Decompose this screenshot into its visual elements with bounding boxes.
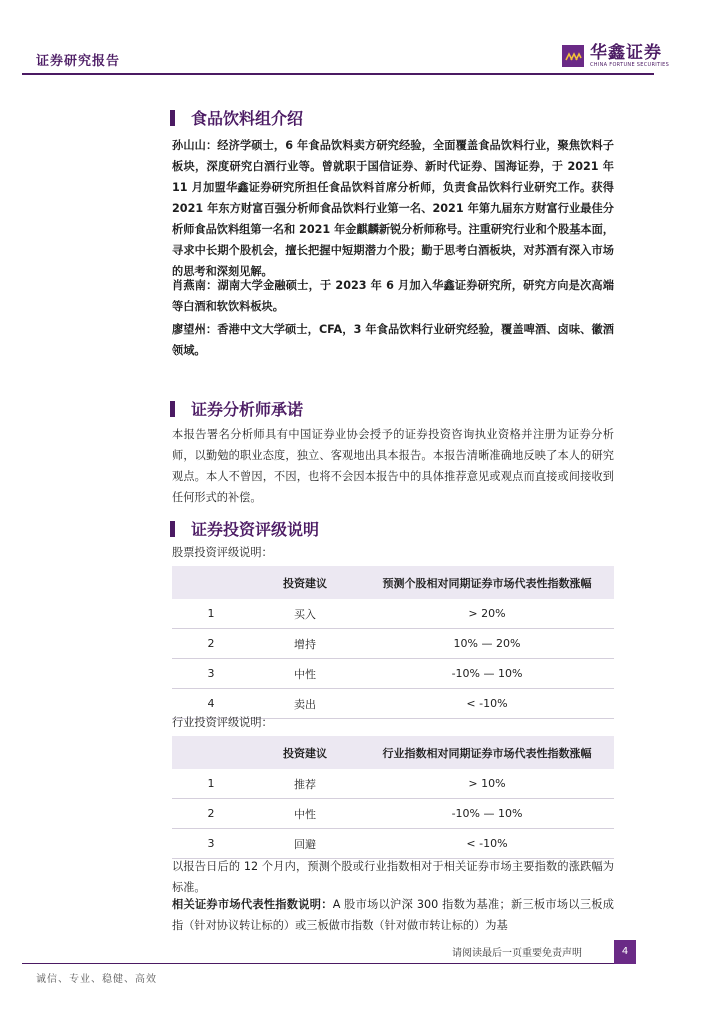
- table-header-cell: 预测个股相对同期证券市场代表性指数涨幅: [360, 566, 614, 599]
- stock-rating-table: [172, 566, 614, 719]
- team-section-heading: [170, 106, 303, 129]
- table-cell: 中性: [250, 659, 360, 689]
- table-header-cell: 行业指数相对同期证券市场代表性指数涨幅: [360, 736, 614, 769]
- table-cell: 回避: [250, 829, 360, 859]
- company-motto: 诚信、专业、稳健、高效: [36, 974, 157, 985]
- table-header-cell: 投资建议: [250, 736, 360, 769]
- table-cell: 1: [172, 599, 250, 629]
- table-cell: 卖出: [250, 689, 360, 719]
- logo-text-cn: 华鑫证券: [590, 43, 662, 63]
- table-cell: -10% — 10%: [360, 659, 614, 689]
- table-cell: 3: [172, 659, 250, 689]
- table-header-cell: 投资建议: [250, 566, 360, 599]
- table-row: [172, 829, 614, 859]
- commitment-text: 本报告署名分析师具有中国证券业协会授予的证券投资咨询执业资格并注册为证券分析师，以勤勉的职业态度，独立、客观地出具本报告。本报告清晰准确地反映了本人的研究观点。本人不曾因，不因，也将不会因本报告中的具体推荐意见或观点而直接或间接收到任何形式的补偿。: [172, 428, 614, 504]
- analyst-bio-1: [172, 135, 614, 282]
- team-heading-text: 食品饮料组介绍: [191, 109, 304, 128]
- table-cell: 推荐: [250, 769, 360, 799]
- index-text: A 股市场以沪深 300 指数为基准；新三板市场以三板成指（针对协议转让标的）或三板做市指数（针对做市转让标的）为基: [172, 898, 614, 932]
- table-cell: 2: [172, 629, 250, 659]
- analyst-name: 肖燕南：: [172, 279, 218, 292]
- header-divider: [22, 73, 654, 75]
- benchmark-note: 以报告日后的 12 个月内，预测个股或行业指数相对于相关证券市场主要指数的涨跌幅为标准。: [172, 860, 614, 894]
- table-header-row: [172, 736, 614, 769]
- disclaimer-reminder: 请阅读最后一页重要免责声明: [452, 948, 582, 959]
- table-row: [172, 799, 614, 829]
- analyst-bio-3: [172, 319, 614, 361]
- stock-rating-caption: 股票投资评级说明：: [172, 546, 273, 559]
- page-number: 4: [614, 940, 636, 964]
- analyst-name: 孙山山：: [172, 139, 218, 152]
- table-cell: < -10%: [360, 689, 614, 719]
- table-cell: < -10%: [360, 829, 614, 859]
- section-marker: [170, 110, 175, 126]
- table-cell: 增持: [250, 629, 360, 659]
- footer-divider: [22, 963, 614, 964]
- table-cell: -10% — 10%: [360, 799, 614, 829]
- table-cell: > 20%: [360, 599, 614, 629]
- industry-rating-table: [172, 736, 614, 859]
- table-cell: 10% — 20%: [360, 629, 614, 659]
- index-description: [172, 894, 614, 936]
- logo-text-en: CHINA FORTUNE SECURITIES: [590, 62, 670, 68]
- table-cell: 中性: [250, 799, 360, 829]
- table-row: [172, 629, 614, 659]
- table-cell: 买入: [250, 599, 360, 629]
- section-marker: [170, 401, 175, 417]
- analyst-bio-text: 湖南大学金融硕士，于 2023 年 6 月加入华鑫证券研究所，研究方向是次高端等白酒和软饮料板块。: [172, 279, 614, 313]
- index-label: 相关证券市场代表性指数说明：: [172, 898, 333, 911]
- table-header-row: [172, 566, 614, 599]
- logo-mark-icon: [562, 45, 584, 67]
- table-row: [172, 599, 614, 629]
- section-marker: [170, 521, 175, 537]
- analyst-bio-text: 经济学硕士，6 年食品饮料卖方研究经验，全面覆盖食品饮料行业，聚焦饮料子板块，深度研究白酒行业等。曾就职于国信证券、新时代证券、国海证券，于 2021 年 11 月加盟华鑫证券研究所担任食品饮料首席分析师，负责食品饮料行业研究工作。获得 2021 年东方财富百强分析师食品饮料行业第一名、2021 年第九届东方财富行业最佳分析师食品饮料组第一名和 2021 年金麒麟新锐分析师称号。注重研究行业和个股基本面，寻求中长期个股机会，擅长把握中短期潜力个股；勤于思考白酒板块，对苏酒有深入市场的思考和深刻见解。: [172, 139, 614, 278]
- table-cell: 1: [172, 769, 250, 799]
- analyst-name: 廖望州：: [172, 323, 218, 336]
- company-logo: [562, 44, 669, 68]
- table-cell: 2: [172, 799, 250, 829]
- table-cell: 4: [172, 689, 250, 719]
- table-row: [172, 659, 614, 689]
- report-type-title: 证券研究报告: [36, 54, 121, 69]
- table-row: [172, 769, 614, 799]
- table-cell: 3: [172, 829, 250, 859]
- industry-rating-caption: 行业投资评级说明：: [172, 716, 273, 729]
- table-cell: > 10%: [360, 769, 614, 799]
- commitment-heading-text: 证券分析师承诺: [191, 400, 304, 419]
- table-header-cell: [172, 736, 250, 769]
- analyst-bio-2: [172, 275, 614, 317]
- rating-heading-text: 证券投资评级说明: [191, 520, 320, 539]
- analyst-bio-text: 香港中文大学硕士，CFA，3 年食品饮料行业研究经验，覆盖啤酒、卤味、徽酒领域。: [172, 323, 614, 357]
- rating-section-heading: [170, 517, 319, 540]
- table-header-cell: [172, 566, 250, 599]
- commitment-section-heading: [170, 397, 303, 420]
